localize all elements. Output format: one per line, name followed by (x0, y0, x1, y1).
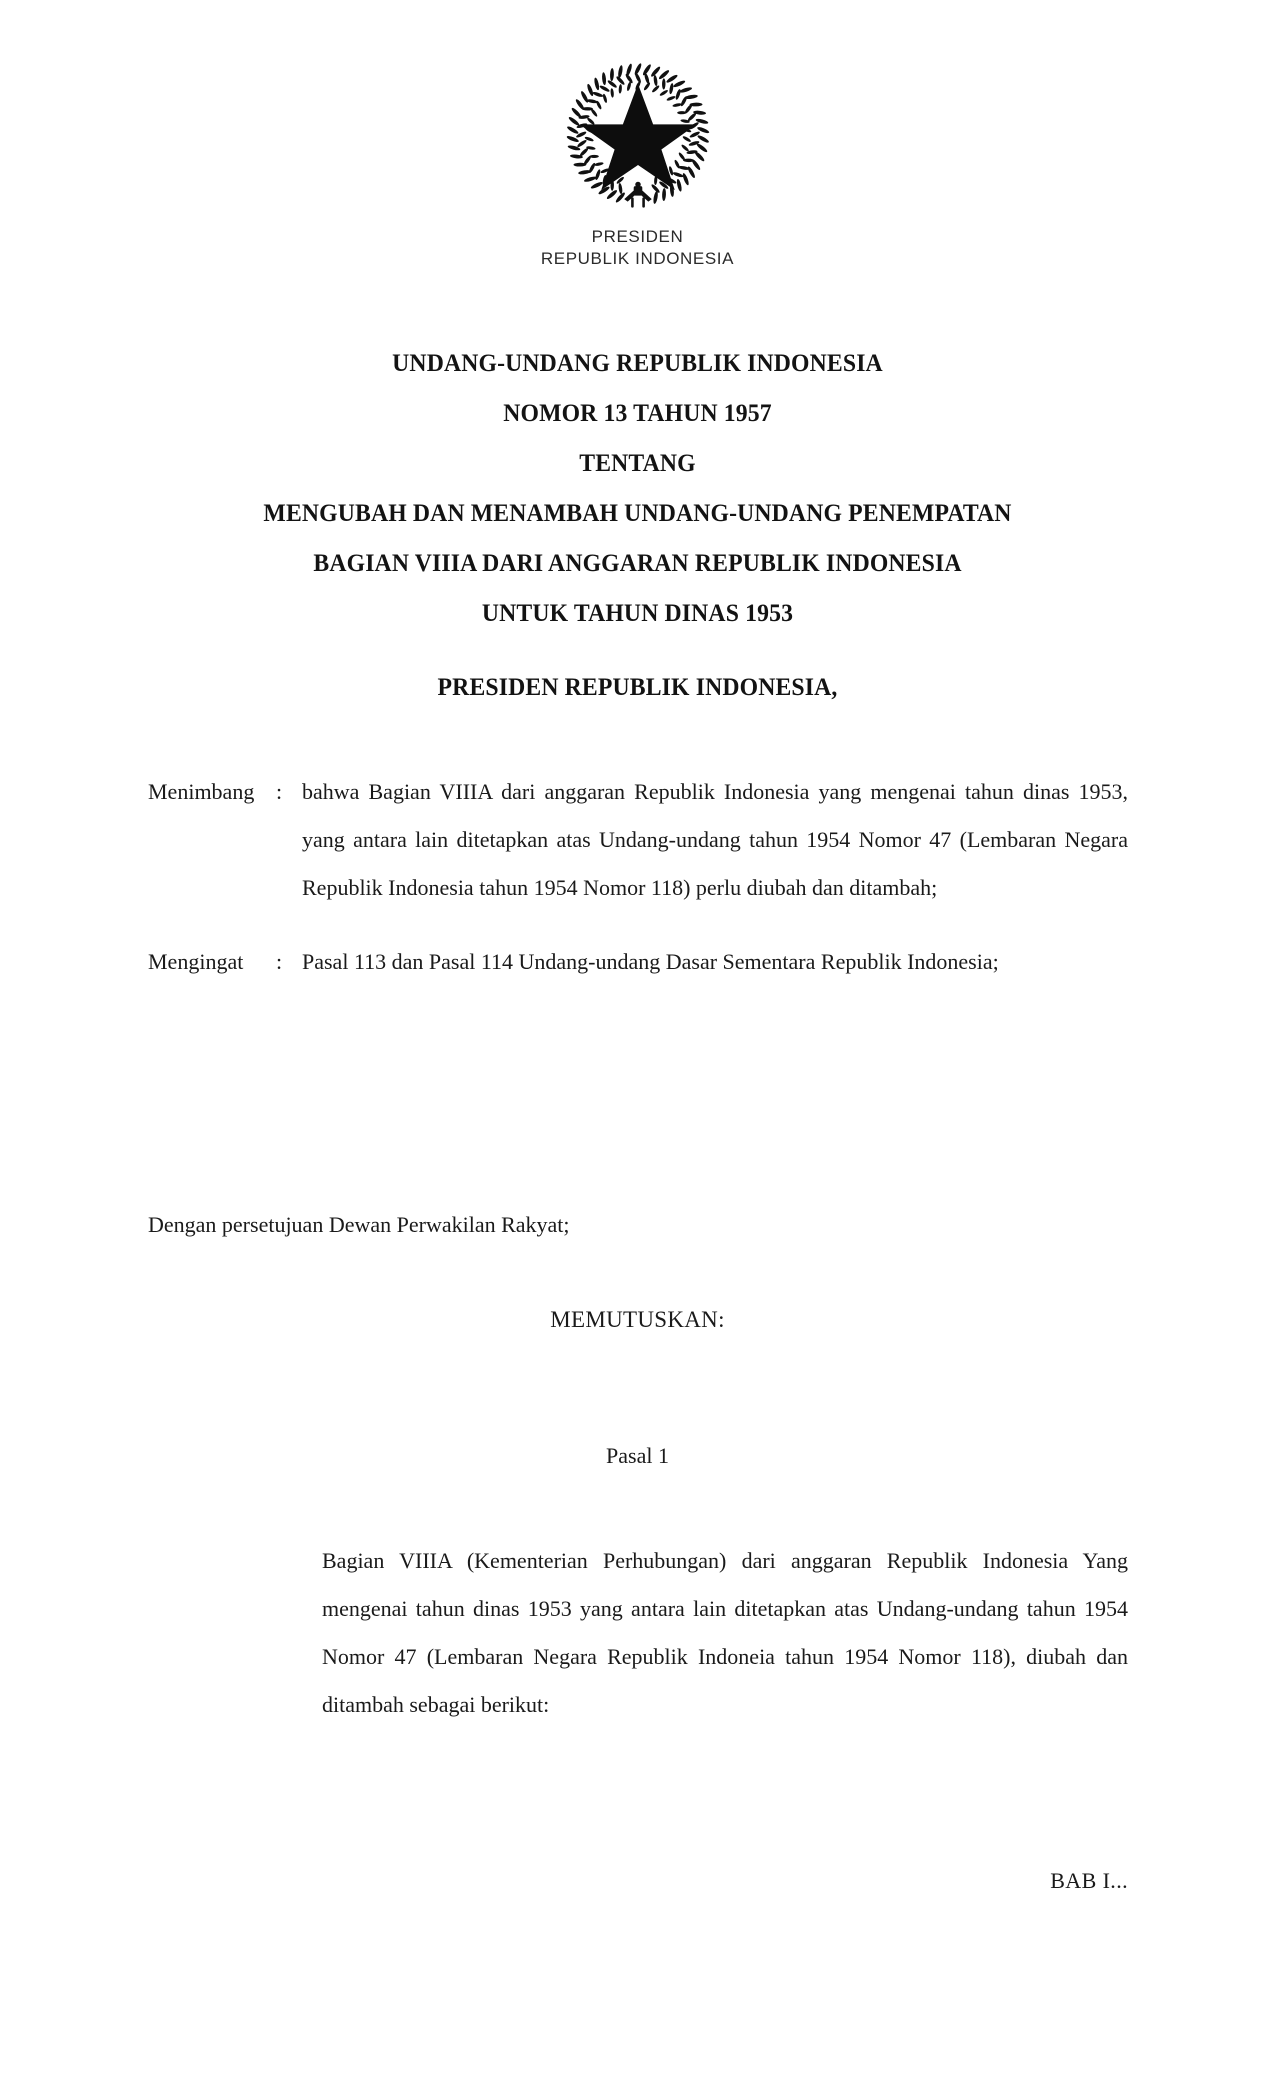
title-line-subject-2: BAGIAN VIIIA DARI ANGGARAN REPUBLIK INDONESIA (313, 548, 962, 577)
decision-heading: MEMUTUSKAN: (550, 1307, 725, 1332)
indonesia-presidential-emblem-icon (550, 46, 726, 218)
article-heading: Pasal 1 (606, 1443, 669, 1468)
approval-line: Dengan persetujuan Dewan Perwakilan Rakyat; (148, 1212, 570, 1237)
consideration-label-mengingat: Mengingat (148, 949, 244, 974)
consideration-text-mengingat: Pasal 113 dan Pasal 114 Undang-undang Dasar Sementara Republik Indonesia; (302, 949, 999, 974)
title-line-number: NOMOR 13 TAHUN 1957 (503, 398, 772, 427)
consideration-colon-mengingat: : (276, 949, 283, 974)
letterhead (0, 46, 1275, 271)
emblem-caption-line-2: REPUBLIK INDONESIA (540, 249, 735, 269)
wreath-knot (624, 182, 652, 208)
emblem-caption (0, 226, 1275, 271)
consideration-row-mengingat (148, 938, 1128, 986)
title-line-about: TENTANG (579, 448, 696, 477)
consideration-colon-menimbang: : (276, 779, 283, 804)
title-line-subject-1: MENGUBAH DAN MENAMBAH UNDANG-UNDANG PENEMPATAN (263, 498, 1012, 527)
consideration-row-menimbang (148, 768, 1128, 912)
title-line-law-type: UNDANG-UNDANG REPUBLIK INDONESIA (392, 348, 883, 377)
article-body: Bagian VIIIA (Kementerian Perhubungan) dari anggaran Republik Indonesia Yang mengenai tahun dinas 1953 yang antara lain ditetapkan atas Undang-undang tahun 1954 Nomor 47 (Lembaran Negara Republik Indoneia tahun 1954 Nomor 118), diubah dan ditambah sebagai berikut: (322, 1548, 1128, 1717)
title-line-subject-3: UNTUK TAHUN DINAS 1953 (481, 598, 794, 627)
considerations-block (148, 768, 1128, 1012)
enacting-authority-heading: PRESIDEN REPUBLIK INDONESIA, (437, 672, 838, 701)
document-title-block (0, 338, 1275, 638)
footer-continuation-marker: BAB I... (1050, 1868, 1128, 1893)
consideration-label-menimbang: Menimbang (148, 779, 255, 804)
emblem-caption-line-1: PRESIDEN (591, 227, 684, 246)
consideration-text-menimbang: bahwa Bagian VIIIA dari anggaran Republik Indonesia yang mengenai tahun dinas 1953, yang antara lain ditetapkan atas Undang-undang tahun 1954 Nomor 47 (Lembaran Negara Republik Indonesia tahun 1954 Nomor 118) perlu diubah dan ditambah; (302, 779, 1128, 900)
